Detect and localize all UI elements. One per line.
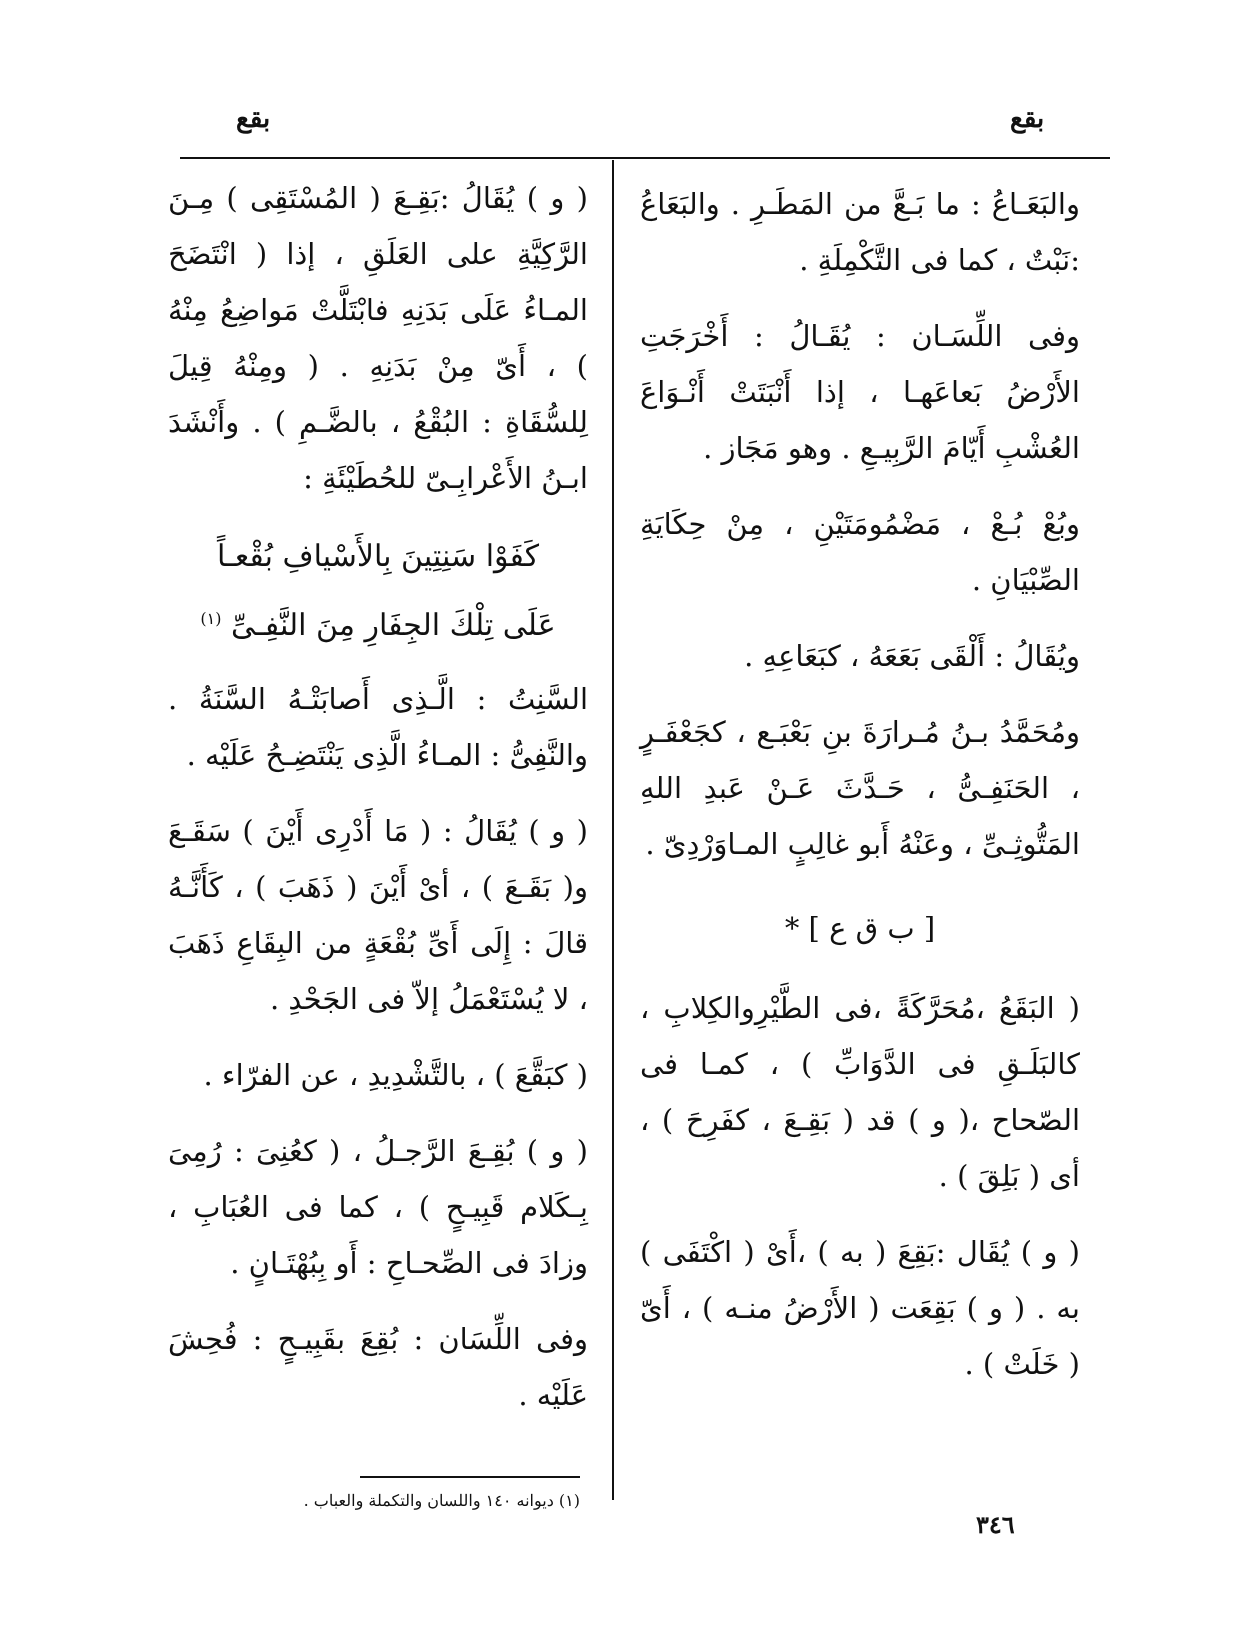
entry-paragraph: ومُحَمَّدُ بـنُ مُـرارَةَ بنِ بَعْبَـع ، كجَعْفَـرٍ ، الحَنَفِـىُّ ، حَـدَّثَ عَـنْ عَبدِ اللهِ المَتُّوثِـىِّ ، وعَنْهُ أَبو غالِبٍ المـاوَرْدِىّ . (640, 715, 1080, 861)
running-header-right: بقع (1010, 104, 1045, 134)
left-column (168, 170, 588, 1443)
entry-paragraph: ( و ) يُقَالُ :بَقِـعَ ( المُسْتَقِى ) مِـنَ الرَّكِيَّةِ على العَلَقِ ، إذا ( انْتَضَحَ المـاءُ عَلَى بَدَنِهِ فابْتَلَّتْ مَواضِعُ مِنْهُ ) ، أَىّ مِنْ بَدَنِهِ . ( ومِنْهُ قِيلَ لِلسُّقَاةِ : البُقْعُ ، بالضَّـمِ ) . وأَنْشَدَ ابـنُ الأَعْرابِـىّ للحُطَيْئَةِ : (168, 181, 588, 495)
entry-paragraph: ( و ) يُقَالُ : ( مَا أَدْرِى أَيْنَ ) سَقَـعَ و( بَقَـعَ ) ، أىْ أَيْنَ ( ذَهَبَ ) ، كَأَنَّـهُ قالَ : إِلَى أَىِّ بُقْعَةٍ من البِقَاعِ ذَهَبَ ، لا يُسْتَعْمَلُ إلاّ فى الجَحْدِ . (168, 814, 588, 1016)
entry-paragraph: وبُعْ بُـعْ ، مَضْمُومَتَيْنِ ، مِنْ حِكَايَةِ الصِّبْيَانِ . (640, 507, 1080, 597)
entry-paragraph: ( و ) بُقِـعَ الرَّجـلُ ، ( كعُنِىَ : رُمِىَ بِـكَلام قَبِيـحٍ ) ، كما فى العُبَابِ ، وزادَ فى الصِّحـاحِ : أَو بِبُهْتَـانٍ . (168, 1134, 588, 1280)
footnote: (١) ديوانه ١٤٠ واللسان والتكملة والعباب . (303, 1491, 580, 1510)
column-divider (612, 160, 614, 1500)
poetry-verse (168, 526, 588, 657)
entry-paragraph: وفى اللِّسَان : بُقِعَ بقَبِيـحٍ : فُحِشَ عَلَيْه . (168, 1322, 588, 1412)
verse-line: كَفَوْا سَنِتِينَ بِالأَسْيافِ بُقْعـاً (217, 539, 539, 574)
page-number: ٣٤٦ (976, 1510, 1015, 1539)
entry-paragraph: السَّنِتُ : الَّـذِى أَصابَتْـهُ السَّنَةُ . والنَّفِىُّ : المـاءُ الَّذِى يَنْتَضِـحُ عَلَيْه . (168, 682, 588, 772)
verse-line-2 (168, 588, 588, 657)
header-rule (180, 157, 1110, 159)
footnote-rule (360, 1476, 580, 1478)
running-header-left: بقع (236, 104, 271, 134)
entry-paragraph: ( و ) يُقَال :بَقِعَ ( به ) ،أَىْ ( اكْتَفَى ) به . ( و ) بَقِعَت ( الأَرْضُ منـه ) ، أَىّ ( خَلَتْ ) . (640, 1235, 1080, 1381)
entry-heading: [ ب ق ع ] * (784, 911, 936, 945)
entry-paragraph: والبَعَـاعُ : ما بَـعَّ من المَطَـرِ . والبَعَاعُ :نَبْتٌ ، كما فى التَّكْمِلَةِ . (640, 187, 1080, 277)
right-column (640, 176, 1080, 1412)
verse-line: عَلَى تِلْكَ الجِفَارِ مِنَ النَّفِـىِّ (231, 608, 556, 643)
footnote-marker: (١) (200, 609, 222, 628)
entry-paragraph: ويُقَالُ : أَلْقَى بَعَعَهُ ، كبَعَاعِهِ . (744, 639, 1080, 673)
entry-paragraph: ( كبَقَّعَ ) ، بالتَّشْدِيدِ ، عن الفرّاء . (203, 1058, 588, 1092)
entry-paragraph: ( البَقَعُ ،مُحَرَّكَةً ،فى الطَّيْرِوالكِلابِ ، كالبَلَـقِ فى الدَّوَابِّ ) ، كمـا فى الصّحاح ،( و ) قد ( بَقِـعَ ، كفَرِحَ ) ، أى ( بَلِقَ ) . (640, 991, 1080, 1193)
entry-paragraph: وفى اللِّسَـان : يُقَـالُ : أَخْرَجَتِ الأَرْضُ بَعاعَهـا ، إذا أَنْبَتَتْ أَنْـوَاعَ العُشْبِ أَيّامَ الرَّبِيـعِ . وهو مَجَاز . (640, 319, 1080, 465)
